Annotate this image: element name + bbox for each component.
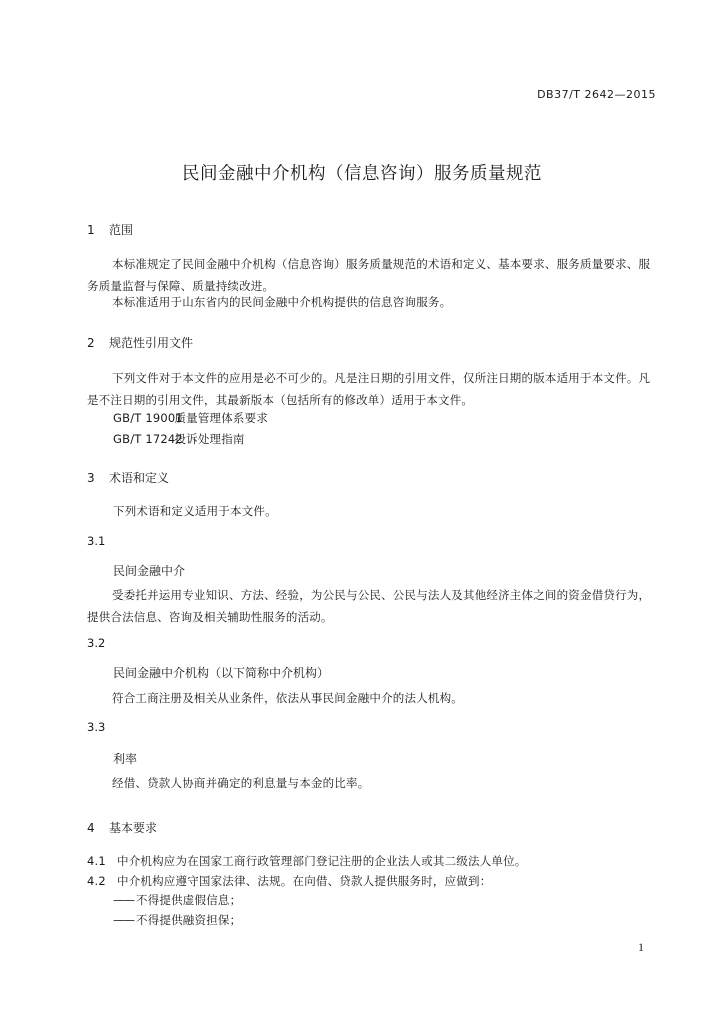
section-1-paragraph-1: 本标准规定了民间金融中介机构（信息咨询）服务质量规范的术语和定义、基本要求、服务质量要求、服务质量监督与保障、质量持续改进。 [87, 257, 651, 293]
section-2-number: 2 [87, 336, 95, 350]
standard-code: DB37/T 2642—2015 [537, 88, 656, 101]
section-2-title: 规范性引用文件 [109, 336, 194, 350]
reference-item [113, 431, 245, 447]
term-definition: 受委托并运用专业知识、方法、经验，为公民与公民、公民与法人及其他经济主体之间的资金借贷行为，提供合法信息、咨询及相关辅助性服务的活动。 [87, 588, 651, 624]
requirement-text: 中介机构应为在国家工商行政管理部门登记注册的企业法人或其二级法人单位。 [117, 854, 527, 868]
section-1-heading [87, 221, 133, 238]
section-4-number: 4 [87, 821, 95, 835]
section-1-title: 范围 [109, 223, 134, 237]
term-definition: 经借、贷款人协商并确定的利息量与本金的比率。 [112, 776, 370, 790]
section-2-heading [87, 334, 193, 351]
term-name: 利率 [113, 752, 138, 766]
requirement-item [87, 853, 527, 869]
section-4-title: 基本要求 [109, 821, 158, 835]
dash-item-text: 不得提供虚假信息； [136, 893, 242, 907]
term-definition: 符合工商注册及相关从业条件，依法从事民间金融中介的法人机构。 [112, 691, 463, 705]
reference-item [113, 410, 268, 426]
section-3-intro: 下列术语和定义适用于本文件。 [113, 504, 277, 518]
section-2-paragraph-1: 下列文件对于本文件的应用是必不可少的。凡是注日期的引用文件，仅所注日期的版本适用于本文件。凡是不注日期的引用文件，其最新版本（包括所有的修改单）适用于本文件。 [87, 371, 651, 407]
section-1-paragraph-2: 本标准适用于山东省内的民间金融中介机构提供的信息咨询服务。 [112, 295, 452, 309]
requirement-number: 4.2 [87, 874, 106, 888]
page-number: 1 [638, 940, 644, 954]
term-number: 3.3 [87, 720, 106, 734]
dash-list-item [113, 892, 241, 908]
reference-code: GB/T 17242 [113, 432, 183, 446]
reference-code: GB/T 19001 [113, 411, 183, 425]
term-number: 3.2 [87, 636, 106, 650]
term-name: 民间金融中介机构（以下简称中介机构） [113, 666, 330, 680]
section-3-title: 术语和定义 [109, 471, 170, 485]
section-3-heading [87, 469, 169, 486]
section-3-number: 3 [87, 471, 95, 485]
term-number: 3.1 [87, 534, 106, 548]
term-name: 民间金融中介 [113, 564, 186, 578]
section-4-heading [87, 819, 157, 836]
dash-list-item [113, 912, 241, 928]
dash-item-text: 不得提供融资担保； [136, 913, 242, 927]
dash-marker: —— [113, 913, 134, 927]
reference-name: 投诉处理指南 [174, 432, 245, 446]
requirement-item [87, 873, 491, 889]
dash-marker: —— [113, 893, 134, 907]
section-1-number: 1 [87, 223, 95, 237]
reference-name: 质量管理体系要求 [174, 411, 269, 425]
document-title: 民间金融中介机构（信息咨询）服务质量规范 [182, 164, 542, 184]
requirement-text: 中介机构应遵守国家法律、法规。在向借、贷款人提供服务时，应做到： [117, 874, 492, 888]
requirement-number: 4.1 [87, 854, 106, 868]
